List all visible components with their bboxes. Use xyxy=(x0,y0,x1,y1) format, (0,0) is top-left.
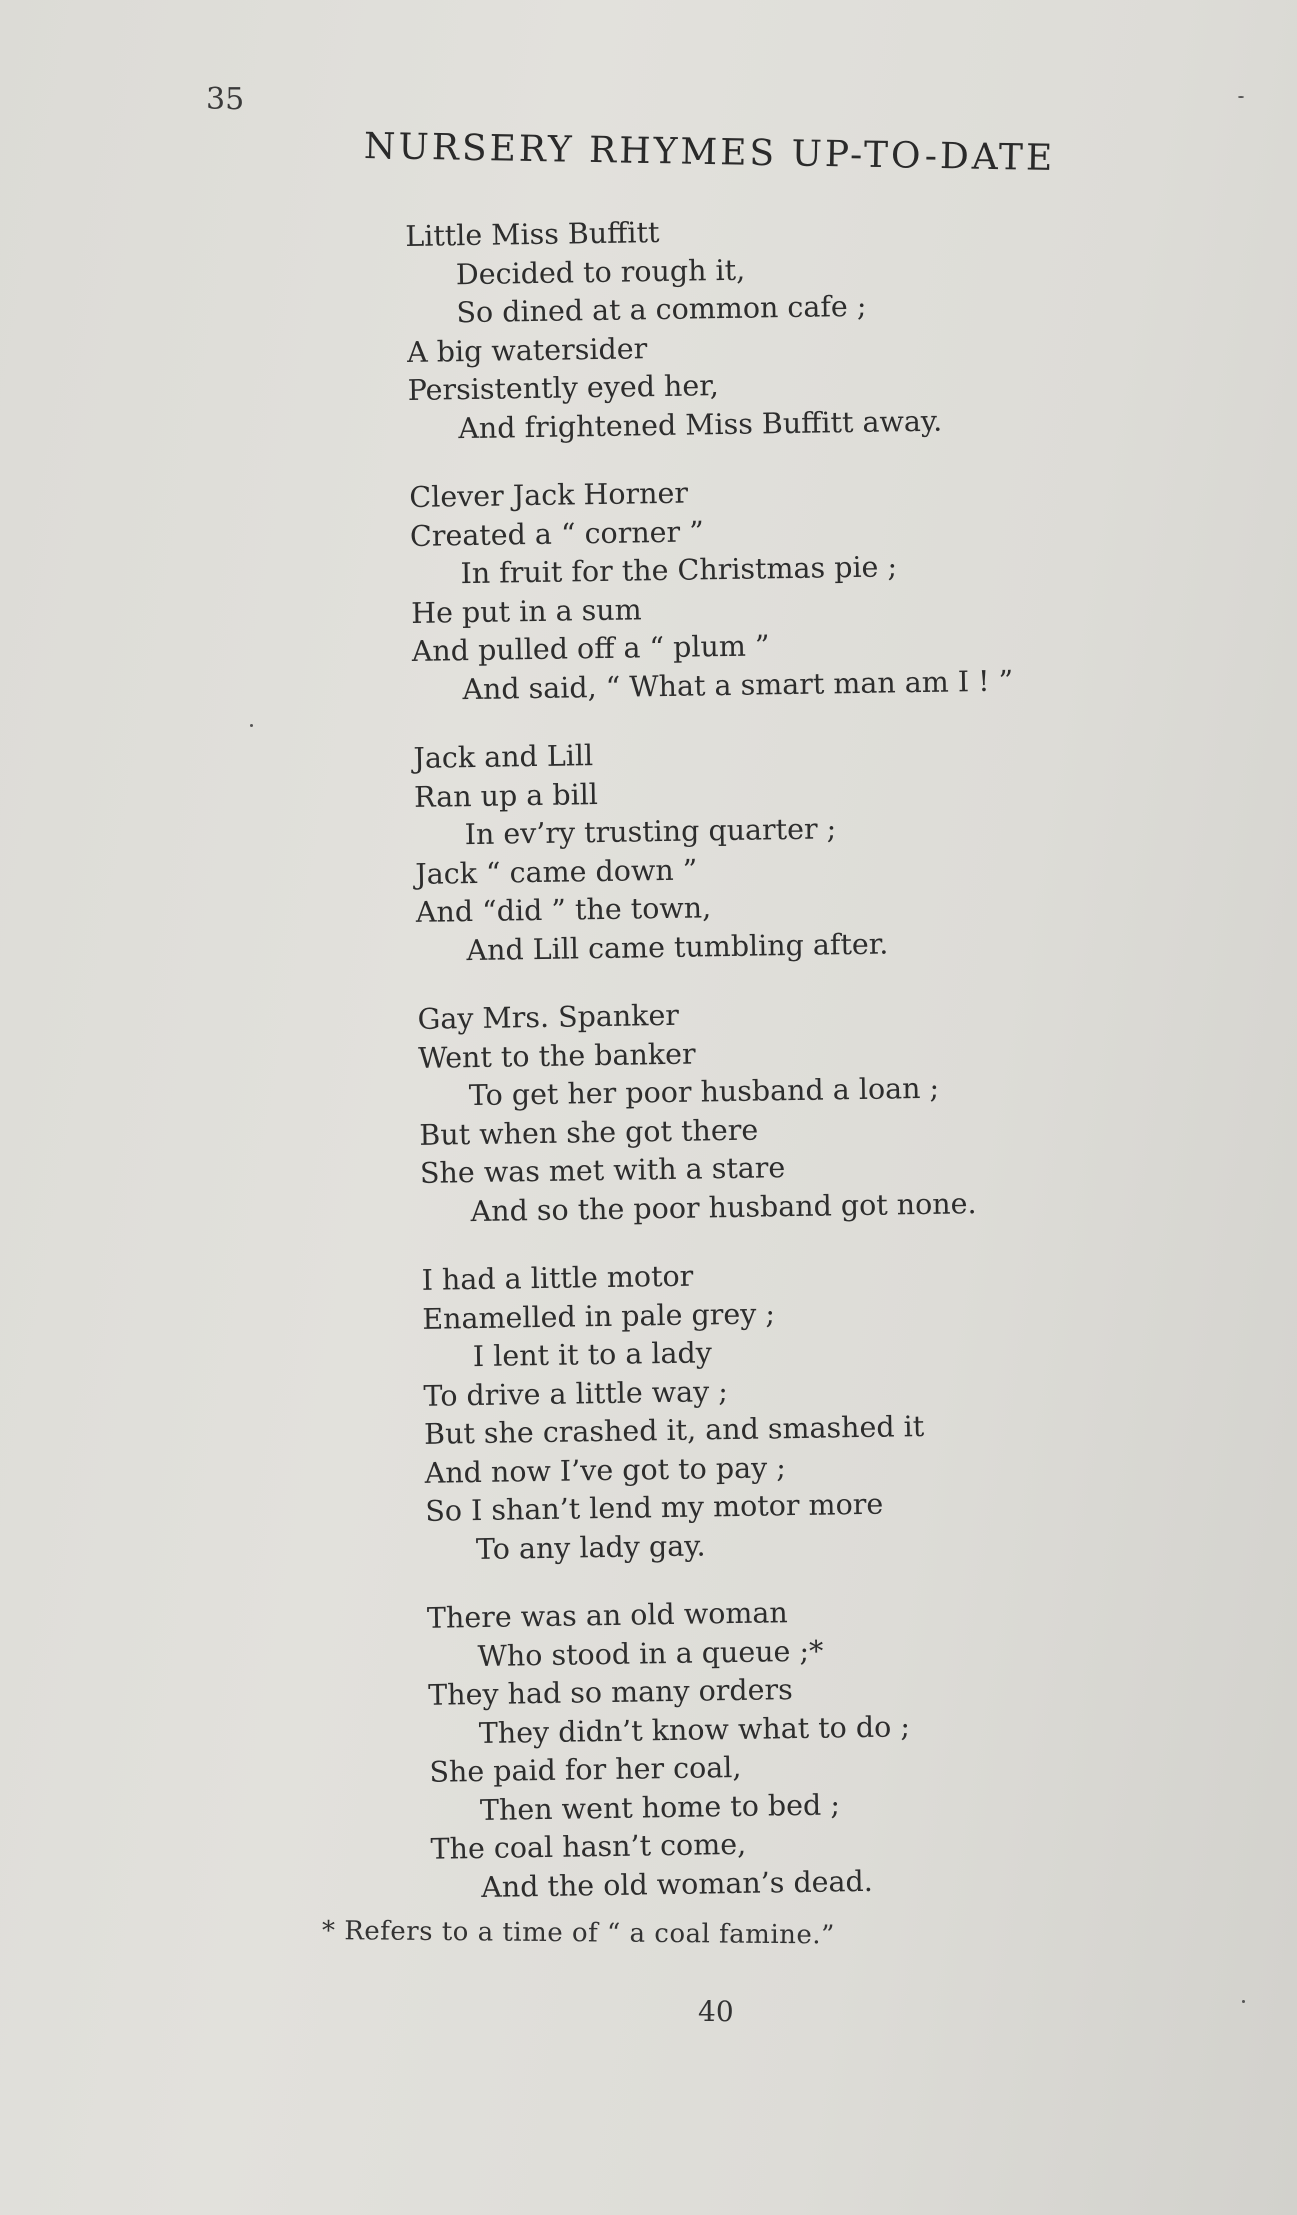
paper-speck xyxy=(250,724,253,727)
poem-line: Decided to rough it, xyxy=(455,253,746,291)
poem-line: Ran up a bill xyxy=(413,777,599,814)
poem-line: I had a little motor xyxy=(421,1259,694,1297)
poem-line: So dined at a common cafe ; xyxy=(456,289,867,330)
corner-page-number: 35 xyxy=(206,82,245,117)
poem-line: They had so many orders xyxy=(427,1673,793,1712)
stanza xyxy=(413,729,1117,971)
poem-line: I lent it to a lady xyxy=(472,1336,713,1374)
page-title: NURSERY RHYMES UP-TO-DATE xyxy=(363,126,1056,180)
poem-line: And now I’ve got to pay ; xyxy=(424,1450,787,1490)
poem-line: But when she got there xyxy=(419,1113,759,1152)
poem-line: To get her poor husband a loan ; xyxy=(468,1071,940,1113)
poem-line: There was an old woman xyxy=(426,1596,788,1635)
poem-line: Enamelled in pale grey ; xyxy=(422,1296,776,1336)
poem-line: Created a “ corner ” xyxy=(409,514,705,553)
poem-line: The coal hasn’t come, xyxy=(430,1827,747,1866)
poem-line: Persistently eyed her, xyxy=(407,369,720,407)
poem-line: And “did ” the town, xyxy=(415,891,712,929)
poem-line: And said, “ What a smart man am I ! ” xyxy=(462,664,1014,706)
page-number: 40 xyxy=(698,1995,734,2028)
poem-line: Gay Mrs. Spanker xyxy=(417,998,680,1036)
poem-line: And pulled off a “ plum ” xyxy=(411,629,770,668)
poem-line: And the old woman’s dead. xyxy=(480,1864,874,1904)
poem-line: But she crashed it, and smashed it xyxy=(423,1409,925,1451)
stanza xyxy=(427,1589,1132,1908)
poem-line: To drive a little way ; xyxy=(423,1374,729,1413)
poem-line: Little Miss Buffitt xyxy=(405,216,660,253)
poem-body xyxy=(405,207,1132,1938)
poem-line: Jack and Lill xyxy=(413,739,594,775)
paper-speck xyxy=(1238,96,1244,98)
poem-line: She paid for her coal, xyxy=(429,1750,742,1789)
poem-line: And frightened Miss Buffitt away. xyxy=(458,404,943,445)
stanza xyxy=(421,1251,1126,1570)
stanza xyxy=(409,468,1113,710)
poem-line: So I shan’t lend my motor more xyxy=(425,1487,884,1528)
poem-line: In fruit for the Christmas pie ; xyxy=(460,550,898,591)
poem-line: They didn’t know what to do ; xyxy=(478,1709,911,1750)
poem-line: He put in a sum xyxy=(410,592,642,630)
paper-speck xyxy=(1242,2000,1245,2003)
poem-line: In ev’ry trusting quarter ; xyxy=(464,812,837,852)
poem-line: And so the poor husband got none. xyxy=(470,1186,977,1228)
footnote: * Refers to a time of “ a coal famine.” xyxy=(321,1916,836,1951)
poem-line: Clever Jack Horner xyxy=(409,476,689,514)
stanza xyxy=(405,207,1109,449)
poem-line: And Lill came tumbling after. xyxy=(466,926,889,967)
poem-line: Jack “ came down ” xyxy=(415,852,698,891)
poem-line: To any lady gay. xyxy=(475,1528,706,1566)
poem-line: She was met with a stare xyxy=(419,1151,786,1190)
poem-line: Then went home to bed ; xyxy=(479,1787,841,1827)
stanza xyxy=(417,990,1121,1232)
poem-line: A big watersider xyxy=(406,331,648,369)
poem-line: Went to the banker xyxy=(417,1037,696,1075)
poem-line: Who stood in a queue ;* xyxy=(477,1634,824,1673)
